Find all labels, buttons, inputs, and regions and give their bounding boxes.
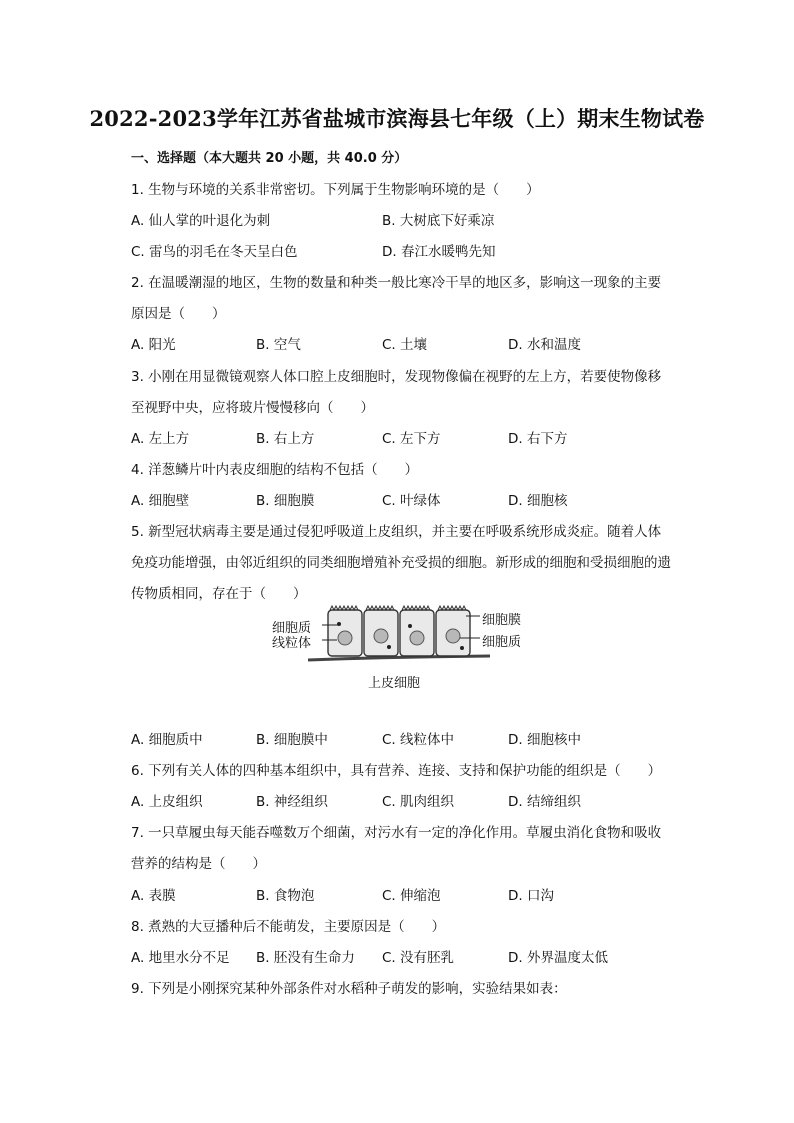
question-1-stem: 1. 生物与环境的关系非常密切。下列属于生物影响环境的是（ ） (131, 182, 540, 198)
question-5-stem-line2: 免疫功能增强，由邻近组织的同类细胞增殖补充受损的细胞。新形成的细胞和受损细胞的遗 (131, 555, 671, 571)
page-title: 2022-2023学年江苏省盐城市滨海县七年级（上）期末生物试卷 (89, 106, 705, 131)
q7-option-b: B. 食物泡 (256, 888, 315, 904)
question-4-stem: 4. 洋葱鳞片叶内表皮细胞的结构不包括（ ） (131, 462, 419, 478)
label-mitochondria: 线粒体 (272, 636, 312, 651)
label-cytoplasm-left: 细胞质 (272, 621, 312, 636)
q2-option-a: A. 阳光 (131, 337, 176, 353)
q4-option-b: B. 细胞膜 (256, 493, 315, 509)
q7-option-c: C. 伸缩泡 (382, 888, 441, 904)
q5-option-d: D. 细胞核中 (508, 732, 581, 748)
q6-option-d: D. 结缔组织 (508, 794, 581, 810)
q4-option-c: C. 叶绿体 (382, 493, 441, 509)
question-5-stem-line1: 5. 新型冠状病毒主要是通过侵犯呼吸道上皮组织，并主要在呼吸系统形成炎症。随着人体 (131, 524, 662, 540)
q6-option-b: B. 神经组织 (256, 794, 328, 810)
nucleus-4 (446, 629, 460, 643)
q4-option-a: A. 细胞壁 (131, 493, 190, 509)
q8-option-c: C. 没有胚乳 (382, 950, 455, 966)
mitochondrion-dot (387, 645, 391, 649)
q1-option-a: A. 仙人掌的叶退化为刺 (131, 213, 271, 229)
q2-option-c: C. 土壤 (382, 337, 428, 353)
question-6-stem: 6. 下列有关人体的四种基本组织中，具有营养、连接、支持和保护功能的组织是（ ） (131, 763, 662, 779)
label-cell-membrane: 细胞膜 (482, 613, 522, 628)
q2-option-b: B. 空气 (256, 337, 301, 353)
mitochondrion-dot (408, 624, 412, 628)
q3-option-d: D. 右下方 (508, 431, 568, 447)
section-heading: 一、选择题（本大题共 20 小题，共 40.0 分） (131, 151, 408, 166)
nucleus-2 (374, 629, 388, 643)
mitochondrion-dot (460, 646, 464, 650)
microvilli (330, 606, 466, 610)
q1-option-d: D. 春江水暖鸭先知 (382, 244, 496, 260)
q5-option-c: C. 线粒体中 (382, 732, 455, 748)
question-7-stem-line2: 营养的结构是（ ） (131, 856, 266, 872)
question-5-stem-line3: 传物质相同，存在于（ ） (131, 586, 307, 602)
q7-option-d: D. 口沟 (508, 888, 554, 904)
question-3-stem-line1: 3. 小刚在用显微镜观察人体口腔上皮细胞时，发现物像偏在视野的左上方，若要使物像移 (131, 369, 662, 385)
q4-option-d: D. 细胞核 (508, 493, 568, 509)
q7-option-a: A. 表膜 (131, 888, 176, 904)
figure-caption: 上皮细胞 (368, 676, 421, 691)
q5-option-a: A. 细胞质中 (131, 732, 203, 748)
epithelial-cell-figure (270, 602, 530, 702)
q8-option-b: B. 胚没有生命力 (256, 950, 355, 966)
q3-option-c: C. 左下方 (382, 431, 441, 447)
question-2-stem-line2: 原因是（ ） (131, 306, 226, 322)
q1-option-b: B. 大树底下好乘凉 (382, 213, 495, 229)
question-7-stem-line1: 7. 一只草履虫每天能吞噬数万个细菌，对污水有一定的净化作用。草履虫消化食物和吸收 (131, 825, 662, 841)
label-cytoplasm-right: 细胞质 (482, 635, 522, 650)
question-8-stem: 8. 煮熟的大豆播种后不能萌发，主要原因是（ ） (131, 919, 446, 935)
q8-option-a: A. 地里水分不足 (131, 950, 230, 966)
q2-option-d: D. 水和温度 (508, 337, 581, 353)
nucleus-1 (338, 631, 352, 645)
q6-option-c: C. 肌肉组织 (382, 794, 455, 810)
q1-option-c: C. 雷鸟的羽毛在冬天呈白色 (131, 244, 298, 260)
q8-option-d: D. 外界温度太低 (508, 950, 608, 966)
nucleus-3 (410, 631, 424, 645)
q5-option-b: B. 细胞膜中 (256, 732, 328, 748)
q3-option-b: B. 右上方 (256, 431, 315, 447)
q6-option-a: A. 上皮组织 (131, 794, 203, 810)
question-9-stem: 9. 下列是小刚探究某种外部条件对水稻种子萌发的影响，实验结果如表： (131, 981, 567, 997)
question-2-stem-line1: 2. 在温暖潮湿的地区，生物的数量和种类一般比寒冷干旱的地区多，影响这一现象的主要 (131, 275, 662, 291)
q3-option-a: A. 左上方 (131, 431, 190, 447)
question-3-stem-line2: 至视野中央，应将玻片慢慢移向（ ） (131, 400, 374, 416)
